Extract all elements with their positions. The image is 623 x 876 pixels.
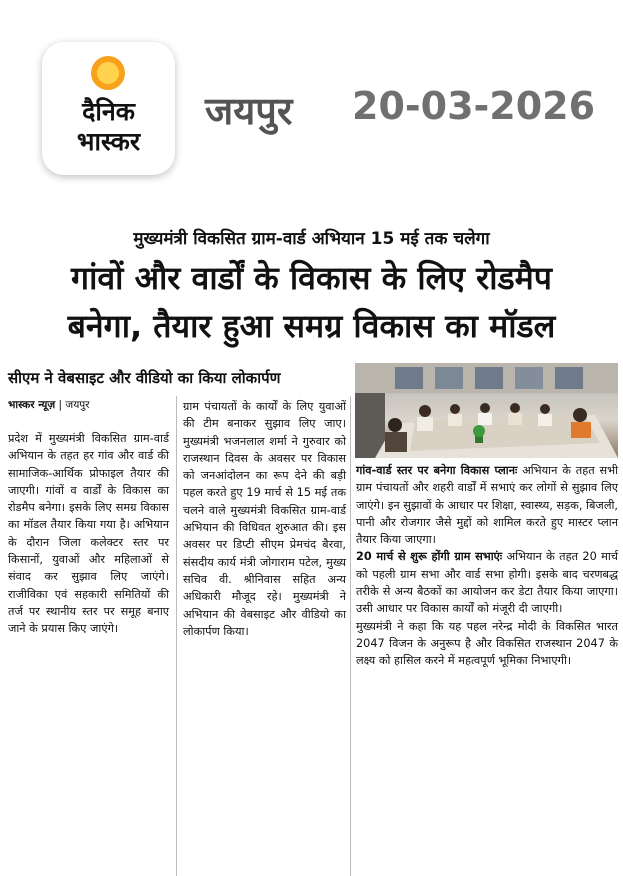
paragraph-text: अभियान के तहत 20 मार्च को पहली ग्राम सभा और वार्ड सभा होगी। इसके बाद चरणबद्ध तरीके से अन्य बैठकों का आयोजन कर डेटा तैयार किया जाएगा। उसी आधार पर विकास कार्यों को मंजूरी दी जाएगी। <box>356 550 618 616</box>
logo-text-line1: दैनिक <box>82 97 135 126</box>
kicker: मुख्यमंत्री विकसित ग्राम-वार्ड अभियान 15 मई तक चलेगा <box>133 229 490 249</box>
paragraph-gram-sabha <box>356 548 618 617</box>
dainik-bhaskar-logo <box>42 42 175 175</box>
subheadline: सीएम ने वेबसाइट और वीडियो का किया लोकार्पण <box>8 369 281 387</box>
paragraph-cm-quote: मुख्यमंत्री ने कहा कि यह पहल नरेन्द्र मोदी के विकसित भारत 2047 विजन के अनुरूप है और विकसित राजस्थान 2047 के लक्ष्य को हासिल करने में महत्वपूर्ण भूमिका निभाएगी। <box>356 619 618 668</box>
byline-source: भास्कर न्यूज़ <box>8 399 56 411</box>
newspaper-clipping <box>0 198 623 686</box>
headline-line-1: गांवों और वार्डों के विकास के लिए रोडमैप <box>71 259 552 297</box>
subhead-village-ward-plan: गांव-वार्ड स्तर पर बनेगा विकास प्लानः <box>356 464 518 477</box>
article-column-1: प्रदेश में मुख्यमंत्री विकसित ग्राम-वार्ड अभियान के तहत हर गांव और वार्ड की सामाजिक-आर्थिक प्रोफाइल तैयार की जाएगी। गांवों व वार्डों के विकास का रोडमैप बनेगा। इसके लिए समग्र विकास का मॉडल तैयार किया गया है। अभियान के दौरान जिला कलेक्टर स्तर पर किसानों, युवाओं और महिलाओं से संवाद कर सुझाव लिए जाएंगे। राजीविका एवं सहकारी समितियों की तर्ज पर स्थानीय स्तर पर समूह बनाए जाने के प्रयास किए जाएंगे। <box>8 432 169 636</box>
column-divider <box>350 396 351 876</box>
column-divider <box>176 396 177 876</box>
byline-city: जयपुर <box>65 399 90 411</box>
paragraph-village-ward-plan <box>356 462 618 548</box>
subhead-gram-sabha: 20 मार्च से शुरू होंगी ग्राम सभाएंः <box>356 550 503 564</box>
edition-date: 20-03-2026 <box>352 84 596 128</box>
sun-icon <box>91 56 125 90</box>
byline <box>8 398 90 412</box>
article-column-3 <box>356 462 618 670</box>
logo-text-line2: भास्कर <box>76 127 141 156</box>
headline-line-2: बनेगा, तैयार हुआ समग्र विकास का मॉडल <box>67 307 556 345</box>
paragraph-text: अभियान के तहत सभी ग्राम पंचायतों और शहरी वार्डों में सभाएं कर लोगों से सुझाव लिए जाएंगे। इन सुझावों के आधार पर शिक्षा, स्वास्थ्य, सड़क, बिजली, पानी और रोजगार जैसे मुद्दों को शामिल करते हुए मास्टर प्लान तैयार किया जाएगा। <box>356 464 618 547</box>
byline-separator: | <box>58 399 66 411</box>
meeting-photo <box>355 363 618 458</box>
headline <box>0 254 623 350</box>
meeting-photo-illustration <box>355 363 618 458</box>
article-column-2: ग्राम पंचायतों के कार्यों के लिए युवाओं की टीम बनाकर सुझाव लिए जाए। मुख्यमंत्री भजनलाल शर्मा ने गुरुवार को राजस्थान दिवस के अवसर पर विकास को जनआंदोलन का रूप देने की बड़ी पहल करते हुए 19 मार्च से 15 मई तक चलने वाले मुख्यमंत्री विकसित ग्राम-वार्ड अभियान की विधिवत शुरुआत की। इस अवसर पर डिप्टी सीएम प्रेमचंद बैरवा, संसदीय कार्य मंत्री जोगाराम पटेल, मुख्य सचिव वी. श्रीनिवास सहित अन्य अधिकारी मौजूद रहे। मुख्यमंत्री ने अभियान की वेबसाइट और वीडियो का लोकार्पण किया। <box>183 400 346 638</box>
edition-city: जयपुर <box>205 89 293 133</box>
